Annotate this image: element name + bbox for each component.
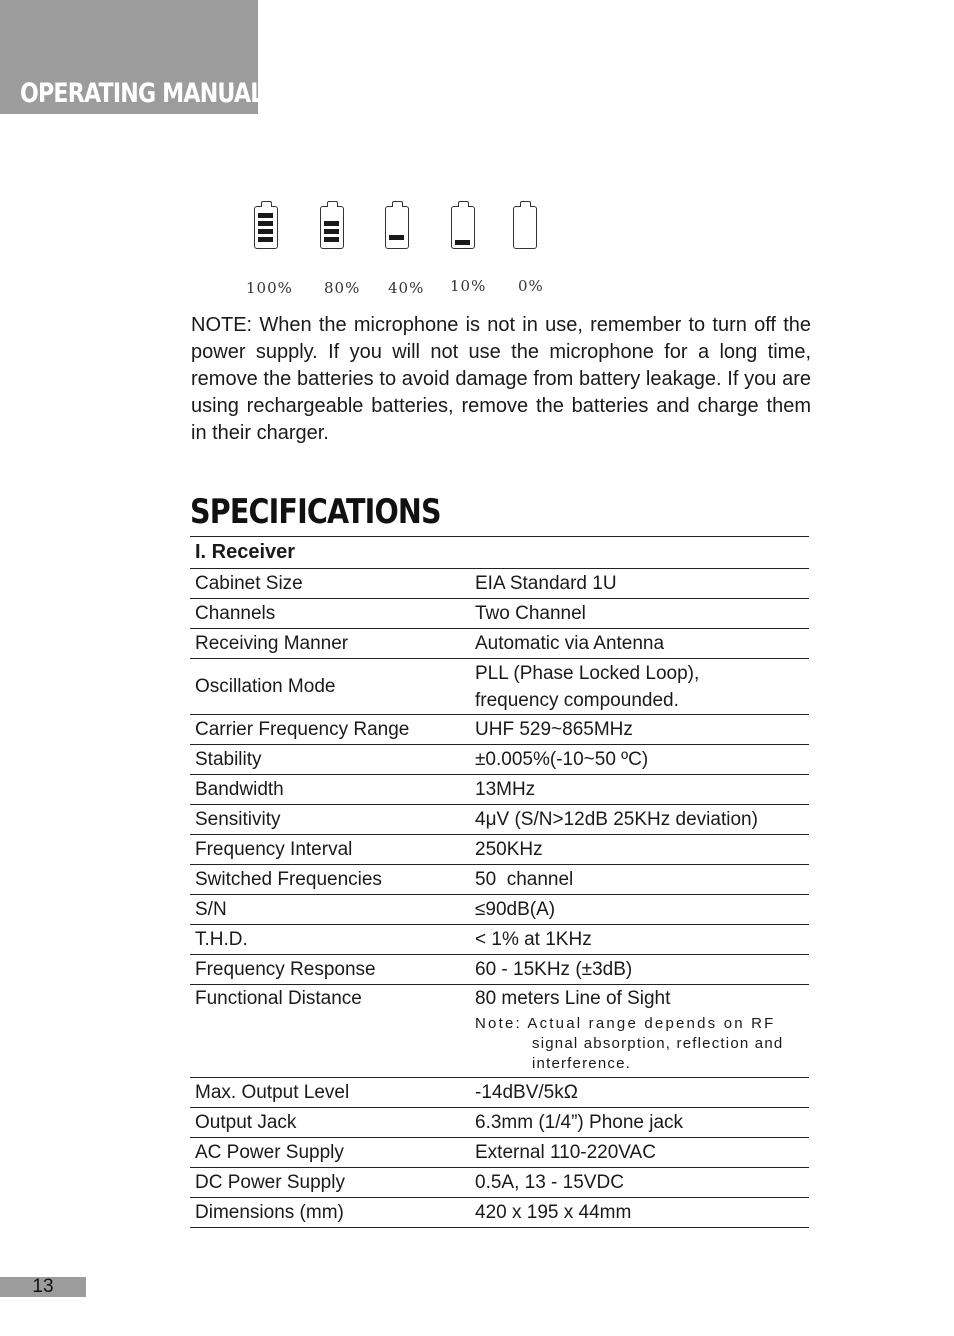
table-row (190, 1078, 809, 1108)
spec-label: T.H.D. (190, 925, 470, 955)
spec-label: Max. Output Level (190, 1078, 470, 1108)
table-row (190, 835, 809, 865)
spec-label: Receiving Manner (190, 629, 470, 659)
table-row (190, 745, 809, 775)
spec-value: UHF 529~865MHz (470, 715, 809, 745)
table-row (190, 955, 809, 985)
note-line: Note: Actual range depends on RF (475, 1015, 776, 1032)
table-row (190, 805, 809, 835)
table-row (190, 985, 809, 1078)
spec-label: Bandwidth (190, 775, 470, 805)
spec-label: Sensitivity (190, 805, 470, 835)
table-section-row (190, 537, 809, 569)
table-row (190, 659, 809, 715)
battery-label: 80% (324, 279, 361, 297)
table-row (190, 1198, 809, 1228)
spec-label: Switched Frequencies (190, 865, 470, 895)
table-row (190, 569, 809, 599)
spec-label: AC Power Supply (190, 1138, 470, 1168)
battery-100-icon (254, 206, 278, 249)
spec-value: -14dBV/5kΩ (470, 1078, 809, 1108)
spec-value: 50 channel (470, 865, 809, 895)
battery-10-icon (451, 206, 475, 249)
spec-value (470, 659, 809, 715)
table-row (190, 599, 809, 629)
spec-label: Output Jack (190, 1108, 470, 1138)
spec-value: Automatic via Antenna (470, 629, 809, 659)
spec-value (470, 985, 809, 1078)
spec-label: Carrier Frequency Range (190, 715, 470, 745)
spec-value: External 110-220VAC (470, 1138, 809, 1168)
spec-label: Channels (190, 599, 470, 629)
spec-value-line: 80 meters Line of Sight (475, 988, 671, 1009)
spec-value: 0.5A, 13 - 15VDC (470, 1168, 809, 1198)
battery-label: 0% (518, 277, 544, 295)
specifications-heading: SPECIFICATIONS (190, 492, 441, 532)
spec-value: 13MHz (470, 775, 809, 805)
battery-label: 100% (246, 279, 293, 297)
table-row (190, 1108, 809, 1138)
spec-label: Frequency Response (190, 955, 470, 985)
spec-label: Functional Distance (190, 985, 470, 1078)
spec-value: 420 x 195 x 44mm (470, 1198, 809, 1228)
table-row (190, 715, 809, 745)
note-line: signal absorption, reflection and (532, 1035, 784, 1052)
spec-value: ±0.005%(-10~50 ºC) (470, 745, 809, 775)
note-line: interference. (532, 1055, 631, 1072)
spec-value: Two Channel (470, 599, 809, 629)
battery-40-icon (385, 206, 409, 249)
manual-title: OPERATING MANUAL (20, 78, 264, 109)
table-row (190, 775, 809, 805)
battery-0-icon (513, 206, 537, 249)
spec-value-line: frequency compounded. (475, 689, 679, 711)
spec-value: 4μV (S/N>12dB 25KHz deviation) (470, 805, 809, 835)
spec-label: Frequency Interval (190, 835, 470, 865)
spec-label: S/N (190, 895, 470, 925)
spec-value: < 1% at 1KHz (470, 925, 809, 955)
table-row (190, 1138, 809, 1168)
battery-label: 10% (450, 277, 487, 295)
spec-label: Dimensions (mm) (190, 1198, 470, 1228)
battery-note: NOTE: When the microphone is not in use, remember to turn off the power supply. If you will not use the microphone for a long time, remove the batteries to avoid damage from battery leakage. If you are using rechargeable batteries, remove the batteries and charge them in their charger. (191, 314, 811, 444)
spec-value: ≤90dB(A) (470, 895, 809, 925)
specifications-table (190, 536, 809, 1228)
page-number: 13 (0, 1277, 86, 1297)
battery-label: 40% (388, 279, 425, 297)
spec-label: DC Power Supply (190, 1168, 470, 1198)
spec-value: EIA Standard 1U (470, 569, 809, 599)
table-row (190, 1168, 809, 1198)
spec-value: 60 - 15KHz (±3dB) (470, 955, 809, 985)
spec-value-line: PLL (Phase Locked Loop), (475, 662, 700, 684)
table-row (190, 629, 809, 659)
table-row (190, 925, 809, 955)
spec-label: Stability (190, 745, 470, 775)
table-row (190, 865, 809, 895)
functional-distance-note (475, 1014, 809, 1077)
battery-80-icon (320, 206, 344, 249)
spec-value: 250KHz (470, 835, 809, 865)
table-row (190, 895, 809, 925)
section-title: I. Receiver (190, 537, 809, 569)
spec-value: 6.3mm (1/4”) Phone jack (470, 1108, 809, 1138)
spec-label: Oscillation Mode (190, 659, 470, 715)
spec-label: Cabinet Size (190, 569, 470, 599)
header-banner (0, 0, 264, 114)
